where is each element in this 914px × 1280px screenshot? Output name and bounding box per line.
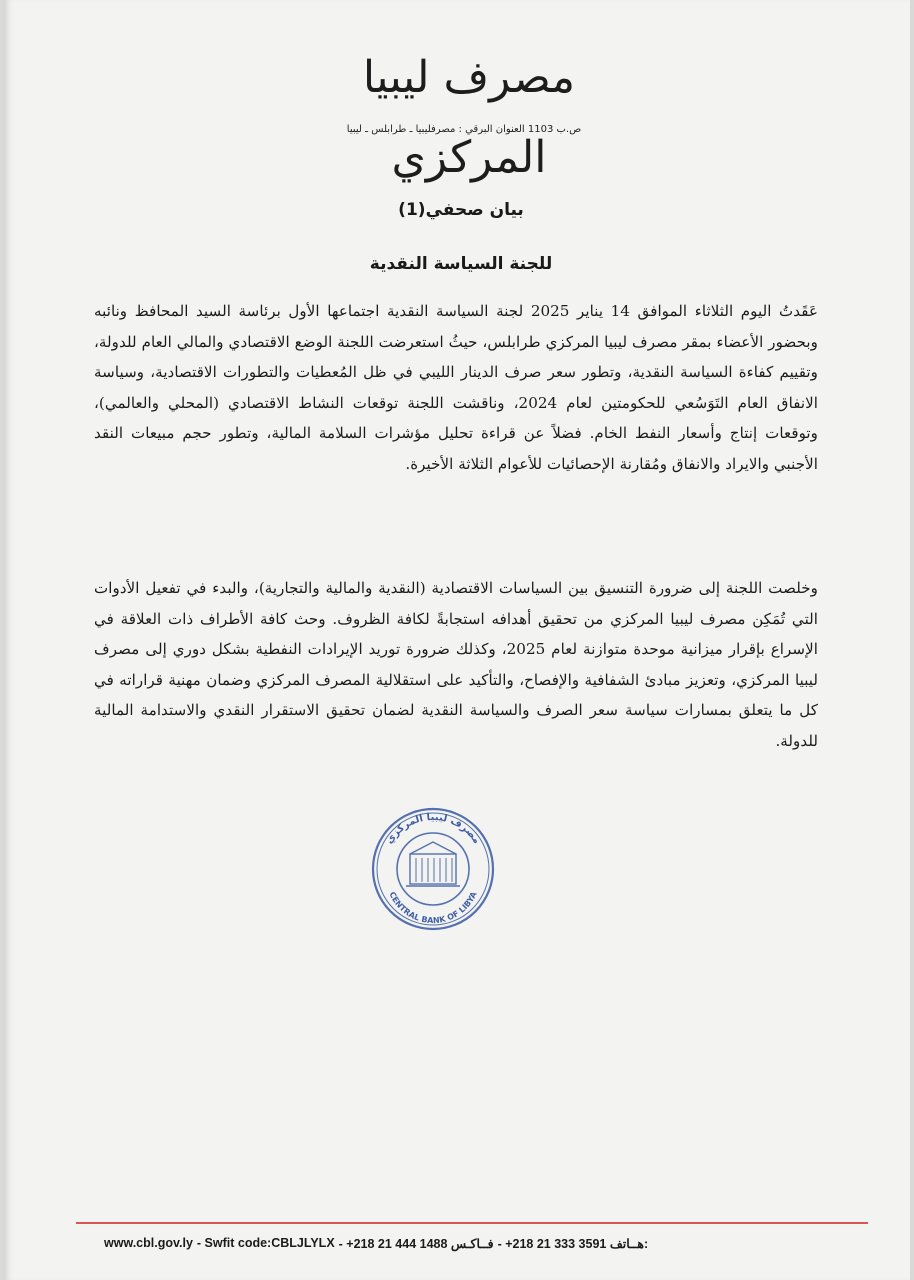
- footer-fax: - +218 21 444 1488 فــاكـس: [338, 1237, 494, 1251]
- footer-swift: - Swfit code:CBLJLYLX: [196, 1236, 335, 1250]
- statement-subtitle: للجنة السياسة النقدية: [369, 254, 553, 274]
- svg-text:مصرف ليبيا المركزي: [384, 812, 482, 846]
- footer-phone: - +218 21 333 3591 هــاتف:: [497, 1237, 649, 1251]
- seal-arabic-text: مصرف ليبيا المركزي: [383, 812, 483, 846]
- address-line: ص.ب 1103 العنوان البرقي : مصرفليبيا ـ طرابلس ـ ليبيا: [346, 124, 582, 135]
- footer-divider: [76, 1222, 868, 1224]
- footer-website: www.cbl.gov.ly: [104, 1236, 193, 1250]
- bank-logo: مصرف ليبيا المركزي: [362, 52, 576, 183]
- footer-contact: [104, 1236, 844, 1251]
- bank-seal-stamp: [370, 806, 496, 932]
- seal-english-text: CENTRAL BANK OF LIBYA: [387, 890, 479, 926]
- document-page: [4, 0, 910, 1280]
- body-paragraph-2: وخلصت اللجنة إلى ضرورة التنسيق بين السياسات الاقتصادية (النقدية والمالية والتجارية)، والبدء في تفعيل الأدوات التي تُمَكِن مصرف ليبيا المركزي من تحقيق أهدافه استجابةً لكافة الظروف. وحث كافة الأطراف ذات العلاقة في الإسراع بإقرار ميزانية موحدة متوازنة لعام 2025، وكذلك ضرورة توريد الإيرادات النفطية بشكل دوري إلى مصرف ليبيا المركزي، وتعزيز مبادئ الشفافية والإفصاح، والتأكيد على استقلالية المصرف المركزي وضمان مهنية قراراته في كل ما يتعلق بمسارات سياسة سعر الصرف والسياسة النقدية لضمان تحقيق الاستقرار النقدي والاستدامة المالية للدولة.: [94, 579, 818, 750]
- body-paragraph-1: عَقَدتُ اليوم الثلاثاء الموافق 14 يناير 2025 لجنة السياسة النقدية اجتماعها الأول برئاسة السيد المحافظ ونائبه وبحضور الأعضاء بمقر مصرف ليبيا المركزي طرابلس، حيثُ استعرضت اللجنة الوضع الاقتصادي والمالي العام للدولة، وتقييم كفاءة السياسة النقدية، وتطور سعر صرف الدينار الليبي في ظل المُعطيات والتطورات الاقتصادية، وسياسة الانفاق العام التَوَسُعي للحكومتين لعام 2024، وناقشت اللجنة توقعات النشاط الاقتصادي (المحلي والعالمي)، وتوقعات إنتاج وأسعار النفط الخام. فضلاً عن قراءة تحليل مؤشرات السلامة المالية، وتطور حجم مبيعات النقد الأجنبي والايراد والانفاق ومُقارنة الإحصائيات للأعوام الثلاثة الأخيرة.: [94, 302, 819, 473]
- statement-title: بيان صحفي(1): [398, 200, 524, 220]
